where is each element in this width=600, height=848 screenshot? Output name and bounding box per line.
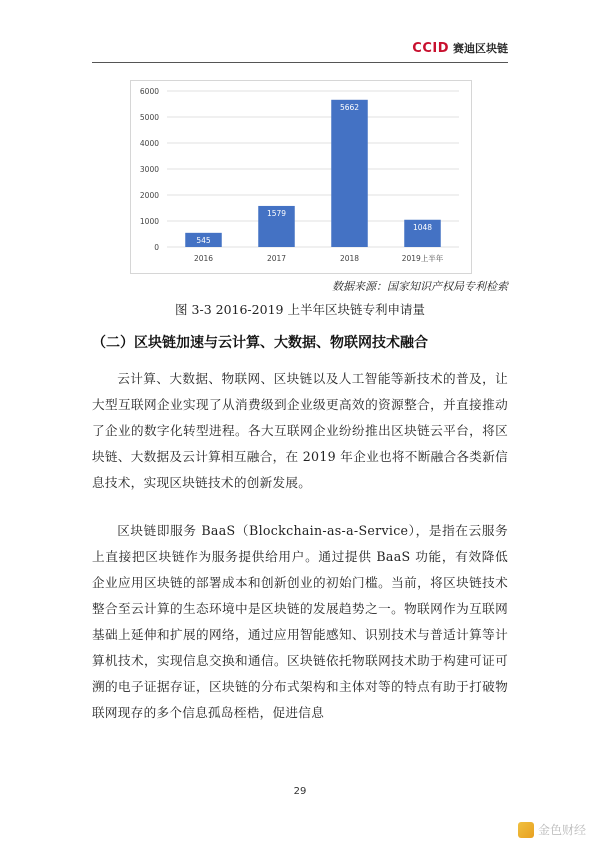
bar-chart — [130, 80, 472, 274]
y-tick-label: 6000 — [139, 87, 159, 96]
y-tick-label: 0 — [154, 243, 159, 252]
section-title: （二）区块链加速与云计算、大数据、物联网技术融合 — [92, 335, 428, 351]
bar-data-label: 1579 — [266, 208, 287, 218]
y-tick-label: 4000 — [139, 139, 159, 148]
x-tick-label: 2016 — [193, 254, 214, 263]
y-tick-label: 3000 — [139, 165, 159, 174]
page-header — [412, 40, 508, 56]
page-number: 29 — [293, 786, 307, 797]
y-tick-label: 1000 — [139, 217, 159, 226]
y-tick-label: 2000 — [139, 191, 159, 200]
bar-data-label: 5662 — [339, 102, 360, 112]
data-source-note: 数据来源：国家知识产权局专利检索 — [332, 280, 508, 293]
bar — [331, 100, 368, 247]
bar-data-label: 545 — [196, 235, 211, 245]
brand-logo-text: CCID — [412, 41, 449, 56]
chart-svg — [131, 81, 471, 273]
paragraph-1: 云计算、大数据、物联网、区块链以及人工智能等新技术的普及，让大型互联网企业实现了从消费级到企业级更高效的资源整合，并直接推动了企业的数字化转型进程。各大互联网企业纷纷推出区块链云平台，将区块链、大数据及云计算相互融合，在 2019 年企业也将不断融合各类新信息技术，实现区块链技术的创新发展。 — [92, 371, 508, 490]
header-divider — [92, 62, 508, 63]
watermark — [518, 821, 586, 838]
bar-data-label: 1048 — [412, 222, 433, 232]
paragraph-2: 区块链即服务 BaaS（Blockchain-as-a-Service），是指在云服务上直接把区块链作为服务提供给用户。通过提供 BaaS 功能，有效降低企业应用区块链的部署成本和创新创业的初始门槛。当前，将区块链技术整合至云计算的生态环境中是区块链的发展趋势之一。物联网作为互联网基础上延伸和扩展的网络，通过应用智能感知、识别技术与普适计算等计算机技术，实现信息交换和通信。区块链依托物联网技术助于构建可证可溯的电子证据存证，区块链的分布式架构和主体对等的特点有助于打破物联网现存的多个信息孤岛桎梏，促进信息 — [92, 523, 508, 720]
x-tick-label: 2017 — [266, 254, 287, 263]
figure-caption: 图 3-3 2016-2019 上半年区块链专利申请量 — [175, 302, 425, 317]
watermark-logo-icon — [518, 822, 534, 838]
x-tick-label: 2018 — [339, 254, 360, 263]
x-tick-label: 2019上半年 — [401, 254, 444, 263]
watermark-text: 金色财经 — [537, 823, 586, 837]
y-tick-label: 5000 — [139, 113, 159, 122]
header-subtitle: 赛迪区块链 — [453, 42, 508, 55]
